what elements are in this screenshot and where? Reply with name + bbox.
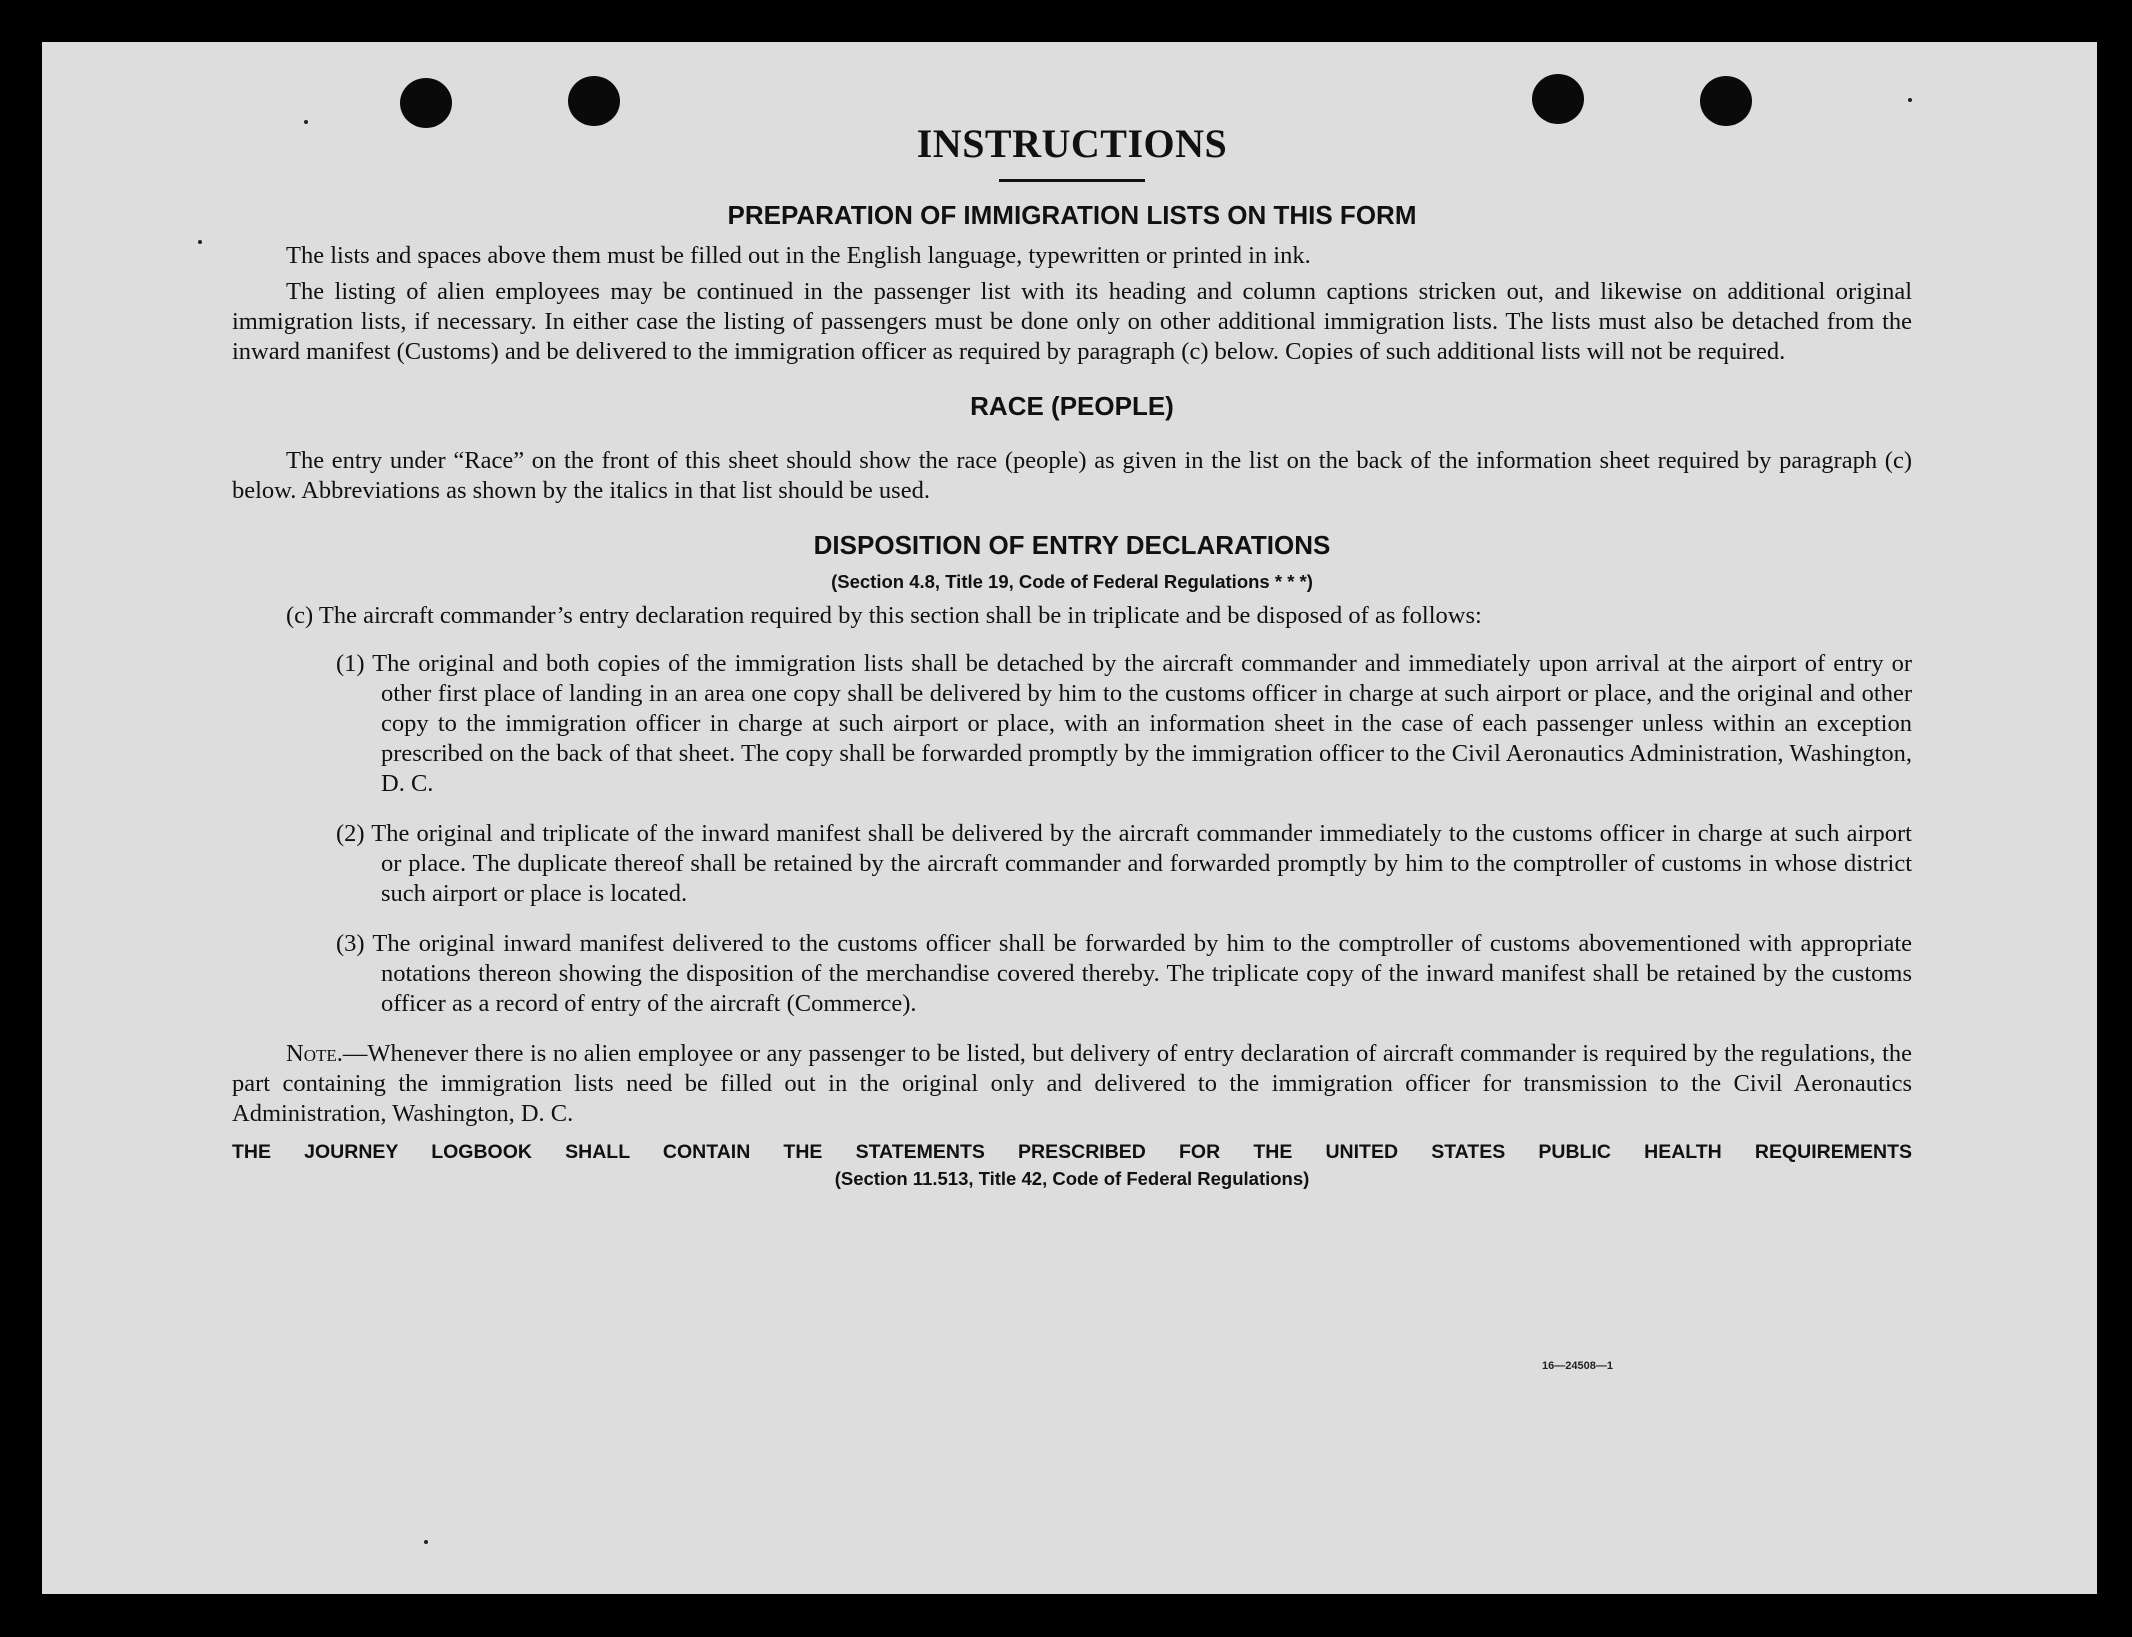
list-item-2: (2) The original and triplicate of the inward manifest shall be delivered by the aircraft commander immediately to the customs officer in charge at such airport or place. The duplicate thereof shall be retained by the aircraft commander and forwarded promptly by him to the comptroller of customs in whose district such airport or place is located. (336, 820, 1912, 907)
punch-hole-4 (1700, 76, 1752, 126)
speck (1908, 98, 1912, 102)
logbook-citation: (Section 11.513, Title 42, Code of Federal Regulations) (834, 1168, 1310, 1189)
form-number: 16—24508—1 (1542, 1360, 1613, 1372)
section-heading-disposition: DISPOSITION OF ENTRY DECLARATIONS (813, 530, 1331, 560)
note-text: —Whenever there is no alien employee or any passenger to be listed, but delivery of entry declaration of aircraft commander is required by the regulations, the part containing the immigration lists need be filled out in the original only and delivered to the immigration officer for transmission to the Civil Aeronautics Administration, Washington, D. C. (232, 1040, 1912, 1127)
logbook-statement: THE JOURNEY LOGBOOK SHALL CONTAIN THE STATEMENTS PRESCRIBED FOR THE UNITED STATES PUBLIC HEALTH REQUIREMENTS (232, 1141, 1912, 1163)
document-body (232, 120, 1912, 1190)
clause-c: (c) The aircraft commander’s entry declaration required by this section shall be in triplicate and be disposed of as follows: (286, 602, 1482, 629)
note-paragraph (232, 1039, 1912, 1129)
title-rule (999, 179, 1145, 182)
paragraph-alien-employees: The listing of alien employees may be continued in the passenger list with its heading and column captions stricken out, and likewise on additional original immigration lists, if necessary. In either case the listing of passengers must be done only on other additional immigration lists. The lists must also be detached from the inward manifest (Customs) and be delivered to the immigration officer as required by paragraph (c) below. Copies of such additional lists will not be required. (232, 278, 1912, 365)
punch-hole-3 (1532, 74, 1584, 124)
paragraph-race: The entry under “Race” on the front of this sheet should show the race (people) as given in the list on the back of the information sheet required by paragraph (c) below. Abbreviations as shown by the italics in that list should be used. (232, 447, 1912, 504)
disposition-citation: (Section 4.8, Title 19, Code of Federal Regulations * * *) (831, 571, 1313, 592)
note-label: Note. (286, 1040, 343, 1067)
list-item-3: (3) The original inward manifest delivered to the customs officer shall be forwarded by him to the comptroller of customs abovementioned with appropriate notations thereon showing the disposition of the merchandise covered thereby. The triplicate copy of the inward manifest shall be retained by the customs officer as a record of entry of the aircraft (Commerce). (336, 930, 1912, 1017)
paragraph-english-language: The lists and spaces above them must be filled out in the English language, typewritten or printed in ink. (286, 242, 1311, 269)
punch-hole-2 (568, 76, 620, 126)
speck (198, 240, 202, 244)
page-title: INSTRUCTIONS (916, 121, 1228, 166)
list-item-1: (1) The original and both copies of the immigration lists shall be detached by the aircraft commander and immediately upon arrival at the airport of entry or other first place of landing in an area one copy shall be delivered by him to the customs officer in charge at such airport or place, and the original and other copy to the immigration officer in charge at such airport or place, with an information sheet in the case of each passenger unless within an exception prescribed on the back of that sheet. The copy shall be forwarded promptly by the immigration officer to the Civil Aeronautics Administration, Washington, D. C. (336, 650, 1912, 797)
section-heading-preparation: PREPARATION OF IMMIGRATION LISTS ON THIS FORM (727, 200, 1417, 230)
speck (424, 1540, 428, 1544)
section-heading-race: RACE (PEOPLE) (970, 391, 1174, 421)
document-page (42, 42, 2097, 1594)
